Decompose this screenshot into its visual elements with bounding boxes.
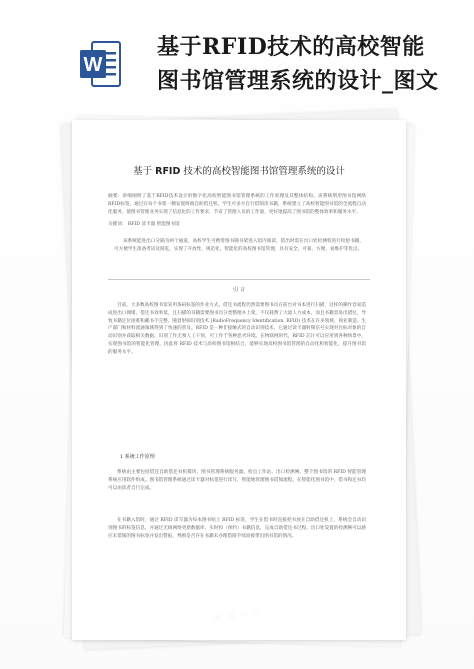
document-title-line1: 基于RFID技术的高校智能 xyxy=(157,34,425,60)
keywords-line: 关键词： RFID 读卡器 智能图书馆 xyxy=(108,222,180,227)
document-preview-page[interactable] xyxy=(72,120,406,640)
body-paragraph-3: 在书籍入馆时，通过 RFID 读写器为每本图书贴上 RFID 标签，学生在借书时直接把书放在自助借还机上，系统会自动识别图书的标签信息，并通过无线网络更新数据库，实时扣（预约）书籍信息，完成自助借还书过程。出口处设置的检测闸可以感应未借阅的图书标签并发出警报，判断是否存在书籍未办理借阅手续而被带出图书馆的情况。 xyxy=(108,518,366,539)
intro-paragraph: 该系统能进出口分隔为两个通道，高校学生可携带图书随书架进入馆内阅读，借出时需在出口处检测机进行检验书籍，可方便学生准备考试及阅览，实现了开放性、规范化、智能化的高校图书馆管理，具有安全、可靠、方便、易维护等优点。 xyxy=(114,239,364,252)
body-paragraph-2: 系统由主要包括借还自助借还书机模块、图书管理系统服务器、检点工作站、出口检测闸、整个图书馆的 RFID 智能管理系统应用软件组成。图书馆管理系统通过读卡器对标签进行读写，智能地管理图书借阅流程，在智能化图书馆中，借书和还书均可以由读者自行完成。 xyxy=(108,470,366,491)
document-title xyxy=(157,30,457,98)
paper-title-rfid: RFID xyxy=(155,166,181,177)
preface-heading: 引 言 xyxy=(232,287,246,293)
word-document-icon xyxy=(80,40,122,88)
abstract-paragraph: 摘要：讲细阐明了基于RFID技术设计的数字化高校智能图书馆管理系统的工作原理及其整体结构。该系统利用图书馆网络RFID标签，通过在每个书架一侧安置终端自助借还机，学生可多方自行借阅读书籍，系统建立了高校智能图书馆的全流程自动化服务，使图书管理业务实现了信息化的工作要求，节省了管理人员的工作量，更好地提高了图书馆的整体效率和服务水平。 xyxy=(108,194,366,215)
paper-title-rest: 技术的高校智能图书馆管理系统的设计 xyxy=(183,166,345,177)
section-divider xyxy=(108,279,370,280)
section-heading-1: 1 系统工作原理 xyxy=(120,454,155,460)
body-paragraph-1: 目前，大多数高校图书馆采用条码标签的作业方式，借还书流程仍然需要图书员在前台对书本进行扫描，这样的操作容易造成进出口拥堵，借还书效率低，且扫描的书籍需要图书员分类整理并上架，不仅耗费了大量人力成本，而且书籍容易出错位，导致书籍定位困难和藏书不完整。随着射频识别技术 (RadioFrequency Identification, RFID) 技术在许多领域，商业制造、生产部门和材料流通领域得到了快速的普及。RFID 是一种非接触式的自动识别技术，它通过读卡器射频信号实现对目标对象的自动识别并获取相关数据，识别工作无须人工干预，可工作于各种恶劣环境。在物联网时代，RFID 芯片可以应用到各种场景中，实现图书馆的智能化管理，因此将 RFID 技术与高校图书馆相结合，能够实现高校图书馆管理的自动化和智能化，提升图书馆的服务水平。 xyxy=(108,303,366,355)
paper-title-prefix: 基于 xyxy=(133,166,153,177)
page-header xyxy=(0,0,474,112)
paper-title xyxy=(72,163,406,177)
document-title-line2: 图书馆管理系统的设计_图文 xyxy=(157,68,439,94)
word-icon-letter: W xyxy=(83,54,103,76)
